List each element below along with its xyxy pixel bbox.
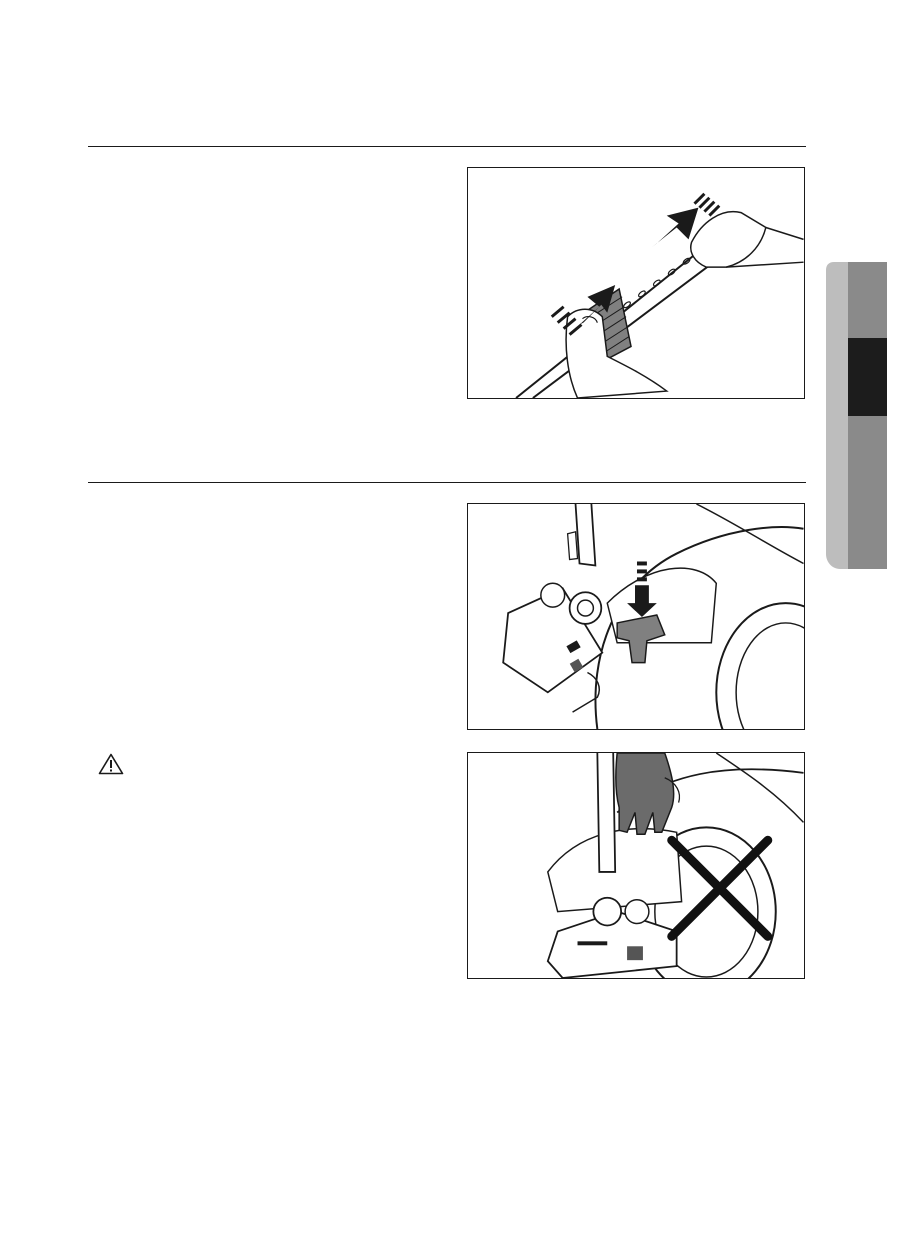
parking-text (88, 496, 438, 736)
section-divider-middle (88, 482, 806, 483)
section-divider-top (88, 146, 806, 147)
chapter-tab-active (848, 338, 887, 416)
telescopic-pipe-figure (467, 167, 805, 399)
chapter-tabs (826, 262, 887, 569)
hose-adjust-text (88, 160, 438, 400)
chapter-tab-3 (848, 416, 887, 569)
incorrect-lifting-figure (467, 752, 805, 979)
warning-triangle-icon (98, 753, 124, 775)
nozzle-parking-figure (467, 503, 805, 730)
chapter-tab-1 (848, 262, 887, 338)
